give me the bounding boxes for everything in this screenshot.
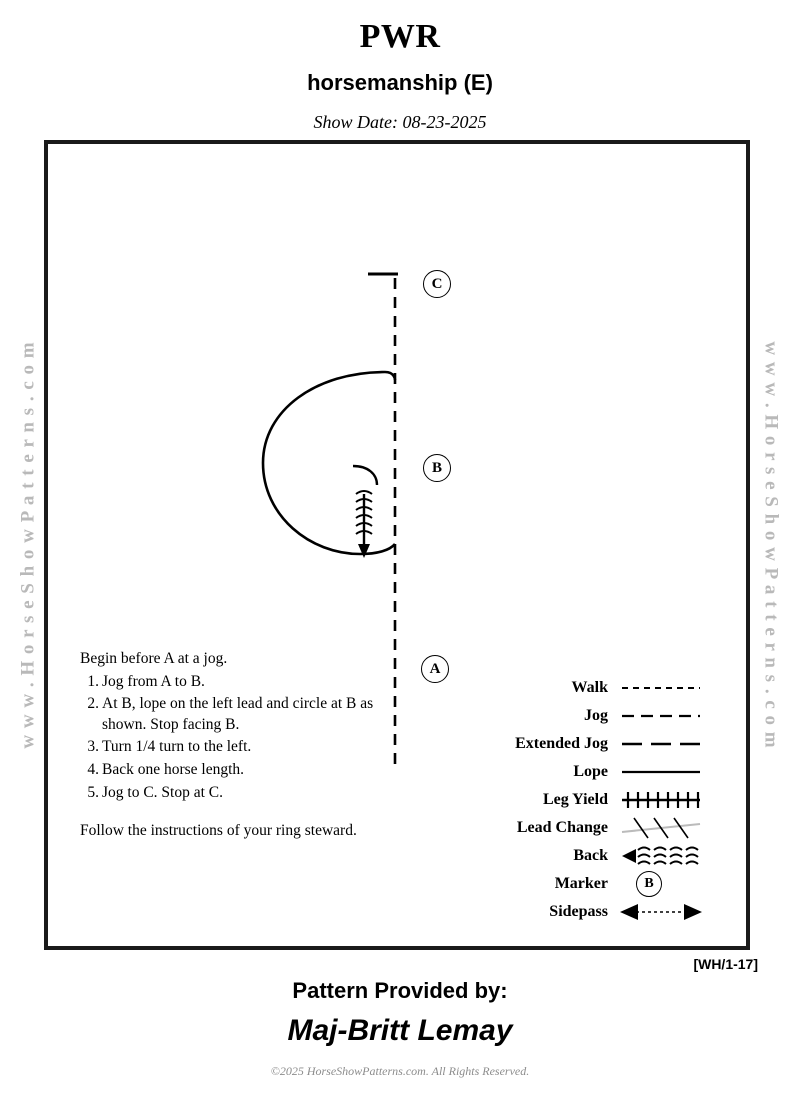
legend-marker-label: B [644, 876, 654, 891]
watermark-left-text: w w w . H o r s e S h o w P a t t e r n s . c o m [18, 341, 40, 749]
ring-steward-note: Follow the instructions of your ring steward. [80, 822, 357, 840]
instruction-step: Turn 1/4 turn to the left. [102, 738, 252, 756]
legend-row-lead-change [444, 814, 704, 842]
legend-row-back [444, 842, 704, 870]
legend-row-extended-jog [444, 730, 704, 758]
lope-circle-b [263, 372, 395, 554]
legend-label: Leg Yield [542, 791, 608, 808]
legend-row-marker [444, 870, 704, 898]
arena-diagram [44, 140, 750, 950]
instruction-step: At B, lope on the left lead and circle at B as shown. Stop facing B. [102, 695, 374, 733]
legend-label: Jog [584, 707, 608, 724]
lead-change-symbol-icon [618, 815, 704, 841]
legend-row-jog [444, 702, 704, 730]
copyright-notice: ©2025 HorseShowPatterns.com. All Rights Reserved. [270, 1064, 530, 1078]
back-arrow-down [358, 494, 370, 558]
instruction-step: Jog from A to B. [102, 672, 205, 690]
legend-label: Back [573, 847, 608, 864]
jog-symbol-icon [618, 703, 704, 729]
legend-row-walk [444, 674, 704, 702]
legend-label: Marker [554, 875, 608, 892]
provided-by-label: Pattern Provided by: [292, 978, 508, 1003]
leg-yield-symbol-icon [618, 787, 704, 813]
legend-label: Sidepass [549, 903, 608, 920]
pattern-code: [WH/1-17] [693, 956, 758, 972]
legend-label: Lead Change [516, 819, 608, 836]
instructions-lead-line: Begin before A at a jog. [80, 650, 228, 667]
legend-row-sidepass [444, 898, 704, 926]
circle-stop-hook [353, 466, 377, 485]
marker-c [423, 270, 451, 298]
instructions-block [80, 649, 400, 842]
show-date: Show Date: 08-23-2025 [313, 112, 487, 132]
provider-name: Maj-Britt Lemay [287, 1014, 513, 1047]
legend-marker-circle [636, 871, 662, 897]
lope-symbol-icon [618, 759, 704, 785]
watermark-right [754, 140, 788, 950]
back-symbol-icon [618, 843, 704, 869]
legend-label: Extended Jog [515, 735, 608, 752]
legend [444, 674, 704, 926]
legend-label: Lope [573, 763, 608, 780]
instruction-step: Back one horse length. [102, 761, 245, 779]
legend-row-lope [444, 758, 704, 786]
marker-b [423, 454, 451, 482]
page-title: PWR [359, 18, 441, 55]
instruction-step: Jog to C. Stop at C. [102, 783, 224, 801]
marker-b-label: B [431, 459, 442, 476]
walk-symbol-icon [618, 675, 704, 701]
marker-a-label: A [429, 660, 441, 677]
legend-label: Walk [571, 679, 608, 696]
marker-symbol-icon [618, 871, 704, 897]
legend-row-leg-yield [444, 786, 704, 814]
extended-jog-symbol-icon [618, 731, 704, 757]
watermark-left [12, 140, 46, 950]
sidepass-symbol-icon [618, 899, 704, 925]
marker-c-label: C [431, 275, 443, 292]
class-name: horsemanship (E) [307, 70, 493, 95]
instruction-steps [80, 672, 400, 804]
watermark-right-text: w w w . H o r s e S h o w P a t t e r n s . c o m [761, 341, 783, 749]
